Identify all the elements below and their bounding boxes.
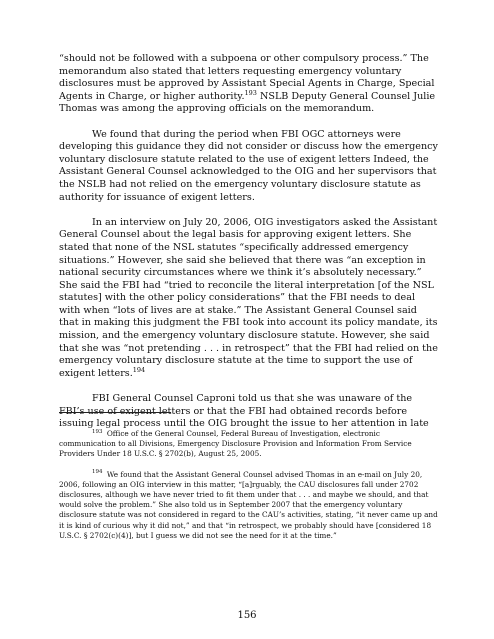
page-number: 156	[237, 610, 257, 621]
paragraph-caproni: FBI General Counsel Caproni told us that she was unaware of the FBI’s use of exigent letters or that the FBI had obtained records before issuing legal process until the OIG brought the issue to her attention in late	[59, 393, 429, 430]
paragraph-interview: In an interview on July 20, 2006, OIG investigators asked the Assistant General Counsel about the legal basis for approving exigent letters. She stated that none of the NSL statutes “specifically addressed emergency situations.” However, she said she believed that there was “an exception in national security circumstances where we think it’s absolutely necessary.” She said the FBI had “tried to reconcile the literal interpretation [of the NSL statutes] with the other policy considerations” that the FBI needs to deal with when “lots of lives are at stake.” The Assistant General Counsel said that in making this judgment the FBI took into account its policy mandate, its mission, and the emergency voluntary disclosure statute. However, she said that she was “not pretending . . . in retrospect” that the FBI had relied on the emergency voluntary disclosure statute at the time to support the use of exigent letters.$^{194}$	[59, 216, 438, 379]
footnotes	[59, 429, 439, 541]
footnote-ref-194: 194	[132, 365, 146, 374]
paragraph-guidance: We found that during the period when FBI OGC attorneys were developing this guidance they did not consider or discuss how the emergency voluntary disclosure statute related to the use of exigent letters Indeed, the Assistant General Counsel acknowledged to the OIG and her supervisors that the NSLB had not relied on the emergency voluntary disclosure statute as authority for issuance of exigent letters.	[59, 128, 438, 203]
footnote-separator	[59, 412, 171, 413]
footnote-194: $^{194}$ We found that the Assistant General Counsel advised Thomas in an e-mail on July 20, 2006, following an OIG interview in this matter, “[a]rguably, the CAU disclosures fall under 2702 disclosures, although we have never tried to fit them under that . . . and maybe we should, and that would solve the problem.” She also told us in September 2007 that the emergency voluntary disclosure statute was not considered in regard to the CAU’s activities, stating, “it never came up and it is kind of curious why it did not,” and that “in retrospect, we probably should have [considered 18 U.S.C. § 2702(c)(4)], but I guess we did not see the need for it at the time.”	[59, 469, 438, 540]
footnote-193: $^{193}$ Office of the General Counsel, Federal Bureau of Investigation, electronic communication to all Divisions, Emergency Disclosure Provision and Information From Service Providers Under 18 U.S.C. § 2702(b), August 25, 2005.	[59, 428, 412, 459]
paragraph-memorandum: “should not be followed with a subpoena or other compulsory process.” The memorandum also stated that letters requesting emergency voluntary disclosures must be approved by Assistant Special Agents in Charge, Special Agents in Charge, or higher authority.$^{193}$ NSLB Deputy General Counsel Julie Thomas was among the approving officials on the memorandum.	[59, 53, 436, 115]
footnote-ref-193: 193	[244, 88, 257, 97]
body-text	[59, 53, 439, 431]
